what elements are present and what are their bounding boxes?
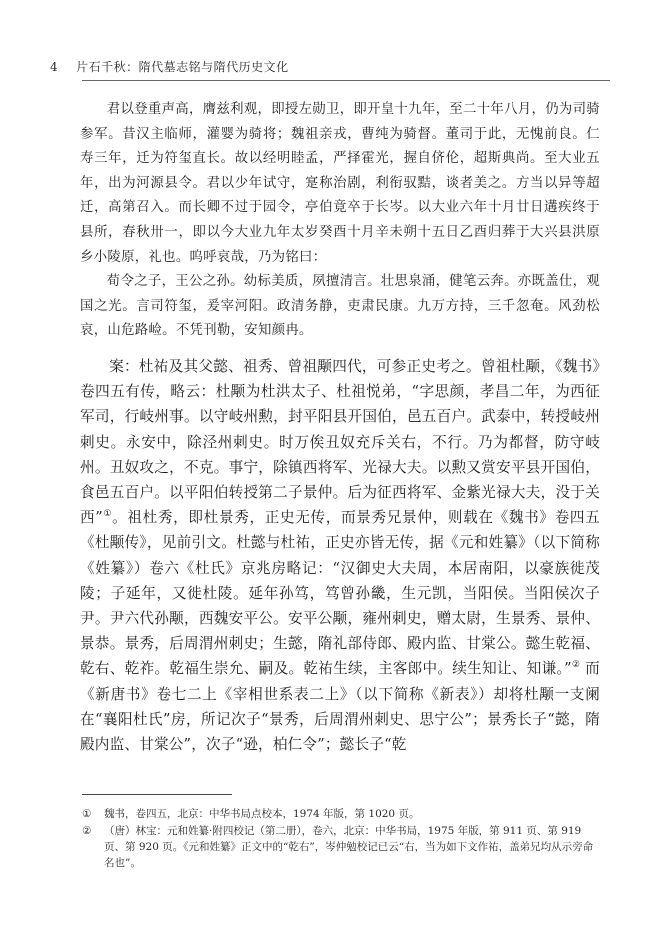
commentary-part-1: 案：杜祐及其父懿、祖秀、曾祖颙四代，可参正史考之。曾祖杜颙，《魏书》卷四五有传，略云：杜颙为杜洪太子、杜祖悦弟，“字思颜，孝昌二年，为西征军司，行岐州事。以守岐州勲，封平阳县开国伯，邑五百户。武泰中，转授岐州刺史。永安中，除泾州刺史。时万俟丑奴充斥关右，不行。乃为都督，防守岐州。丑奴攻之，不克。事宁，除镇西将军、光禄大夫。以勲又赏安平县开国伯，食邑五百户。以平阳伯转授第二子景仲。后为征西将军、金紫光禄大夫，没于关西” [80,358,600,527]
footnote-rule [82,794,232,795]
footnote-text: （唐）林宝：元和姓纂·附四校记（第二册），卷六，北京：中华书局，1975 年版，第 911 页、第 919 页、第 920 页。《元和姓纂》正文中的“乾右”，岑仲勉校记已云“右，当为如下文作祐，盖弟兄均从示旁命名也”。 [104,825,594,869]
commentary-part-3: 而《新唐书》卷七二上《宰相世系表二上》（以下简称《新表》）却将杜颙一支阑在“襄阳杜氏”房，所记次子“景秀，后周渭州刺史、思宁公”；景秀长子“懿，隋殿内监、甘棠公”，次子“逊，柏仁令”；懿长子“乾 [80,660,600,754]
footnote-mark: ① [82,808,92,820]
footnote-text: 魏书，卷四五，北京：中华书局点校本，1974 年版，第 1020 页。 [104,808,420,820]
inscription-prose: 君以登重声高，膺兹利观，即授左勋卫，即开皇十九年，至二十年八月，仍为司骑参军。昔汉主临师，灌婴为骑将；魏祖亲戎，曹纯为骑督。董司于此，无愧前良。仁寿三年，迁为符玺直长。故以经明睦孟，严择霍光，握自侪伦，超斯典尚。至大业五年，出为河源县令。君以少年试守，寔称治剧，利衔驭黠，谈者美之。方当以异等超迁，高第召入。而长卿不过于园令，亭伯竟卒于长岑。以大业六年十月廿日遘疾终于县所，春秋卅一，即以今大业九年太岁癸酉十月辛未朔十五日乙酉归葬于大兴县洪原乡小陵原，礼也。呜呼哀哉，乃为铭曰： [80,102,600,265]
page-number: 4 [50,60,59,74]
footnote-ref-1[interactable]: ① [102,509,113,520]
running-header [50,58,610,75]
footnotes [82,806,602,872]
commentary-paragraph [80,354,600,757]
epitaph-inscription [80,98,600,344]
running-title: 片石千秋：隋代墓志铭与隋代历史文化 [76,60,289,74]
footnote-1 [82,806,602,822]
commentary-body [80,354,600,757]
footnote-2 [82,823,602,871]
inscription-elegy: 荀令之子，王公之孙。幼标美质，夙擅清言。壮思泉涌，健笔云奔。亦既盖仕，观国之光。言司符玺，爰宰河阳。政清务静，吏肃民康。九万方持，三千忽奄。风劲松哀，山危路崄。不凭刊勒，安知颜冉。 [80,274,600,339]
footnote-ref-2[interactable]: ② [571,660,581,671]
commentary-part-2: 。祖杜秀，即杜景秀，正史无传，而景秀兄景仲，则载在《魏书》卷四五《杜颙传》，见前引文。杜懿与杜祐，正史亦皆无传，据《元和姓纂》（以下简称《姓纂》）卷六《杜氏》京兆房略记：“汉御史大夫周，本居南阳，以豪族徙茂陵；子延年，又徙杜陵。延年孙笃，笃曾孙畿，生元凯，当阳侯。当阳侯次子尹。尹六代孙颙，西魏安平公。安平公颙，雍州刺史，赠太尉，生景秀、景仲、景恭。景秀，后周渭州刺史；生懿，隋礼部侍郎、殿内监、甘棠公。懿生乾福、乾右、乾祚。乾福生崇允、嗣及。乾祐生续，主客郎中。续生知让、知谦。” [80,509,600,678]
header-rule [82,80,610,81]
footnote-mark: ② [82,825,92,837]
